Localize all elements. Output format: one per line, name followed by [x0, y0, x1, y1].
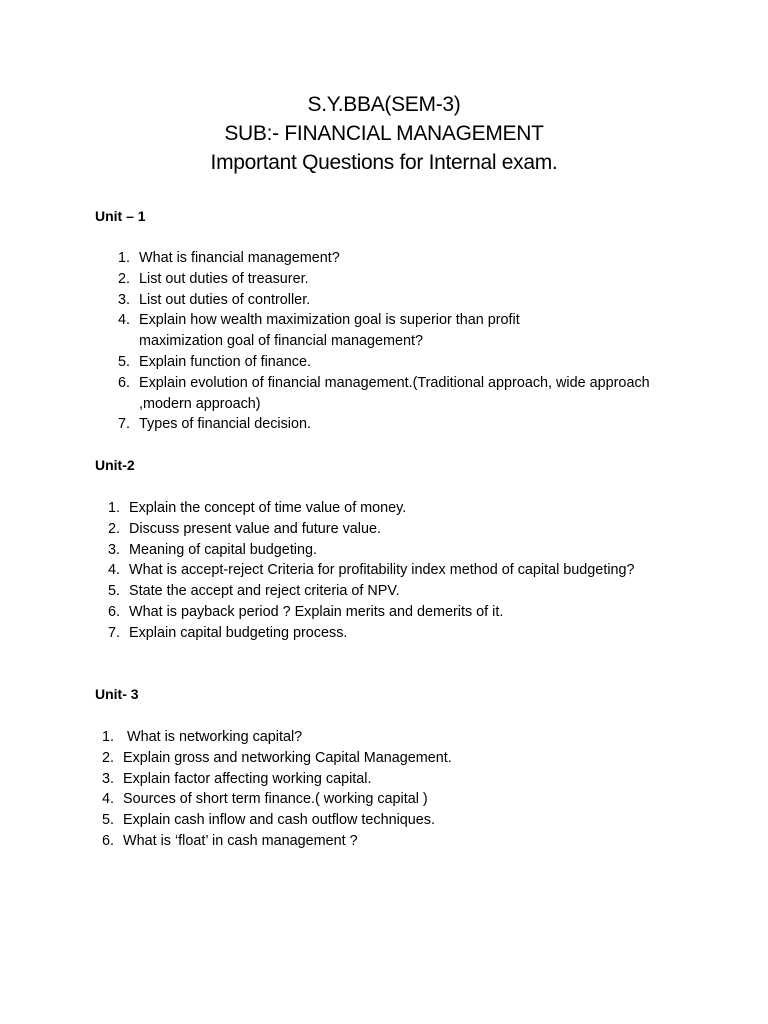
- question-text: What is financial management?: [139, 250, 340, 266]
- list-item: [102, 602, 672, 623]
- list-item: [96, 748, 672, 769]
- unit-1-heading: Unit – 1: [95, 208, 146, 224]
- question-text: Explain function of finance.: [139, 353, 311, 370]
- question-number: 7.: [117, 416, 130, 433]
- question-text: Explain factor affecting working capital.: [123, 770, 372, 787]
- question-text: Types of financial decision.: [139, 416, 311, 433]
- unit-2-heading: Unit-2: [95, 457, 135, 473]
- question-text: What is ‘float’ in cash management ?: [123, 832, 358, 849]
- list-item: [102, 581, 672, 602]
- question-text: Explain cash inflow and cash outflow techniques.: [123, 812, 435, 829]
- subject-title: SUB:- FINANCIAL MANAGEMENT: [224, 122, 544, 145]
- question-text: Sources of short term finance.( working capital ): [123, 791, 428, 808]
- question-number: 1.: [101, 729, 114, 745]
- unit-3-heading: Unit- 3: [95, 686, 139, 702]
- question-text: Discuss present value and future value.: [129, 520, 381, 537]
- unit-2-question-list: [102, 498, 672, 644]
- question-text: State the accept and reject criteria of NPV.: [129, 583, 400, 600]
- question-text: Explain evolution of financial management.(Traditional approach, wide approach ,modern approach): [139, 374, 650, 412]
- list-item: [112, 310, 672, 352]
- list-item: [112, 414, 672, 435]
- question-number: 1.: [117, 250, 130, 266]
- question-text: What is accept-reject Criteria for profitability index method of capital budgeting?: [129, 562, 635, 579]
- question-number: 3.: [107, 541, 120, 558]
- unit-3-question-list: [96, 727, 672, 852]
- list-item: [102, 498, 672, 519]
- list-item: [96, 810, 672, 831]
- document-title: [0, 90, 768, 177]
- list-item: [112, 248, 672, 269]
- question-text: What is payback period ? Explain merits and demerits of it.: [129, 603, 504, 620]
- question-text: List out duties of treasurer.: [139, 270, 309, 287]
- question-number: 6.: [107, 603, 120, 620]
- list-item: [112, 352, 672, 373]
- question-text: Explain capital budgeting process.: [129, 624, 348, 641]
- question-text: Meaning of capital budgeting.: [129, 541, 318, 558]
- list-item: [112, 290, 672, 311]
- question-number: 6.: [101, 832, 114, 849]
- question-number: 2.: [117, 270, 130, 287]
- question-number: 6.: [117, 374, 130, 391]
- question-text: List out duties of controller.: [139, 291, 311, 308]
- question-number: 5.: [117, 353, 130, 370]
- exam-title: Important Questions for Internal exam.: [210, 151, 558, 174]
- list-item: [96, 831, 672, 852]
- list-item: [112, 373, 672, 415]
- question-number: 4.: [107, 562, 120, 579]
- list-item: [112, 269, 672, 290]
- question-number: 5.: [101, 812, 114, 829]
- question-number: 2.: [107, 520, 120, 537]
- list-item: [102, 623, 672, 644]
- list-item: [96, 769, 672, 790]
- question-number: 2.: [101, 749, 114, 766]
- unit-1-question-list: [112, 248, 672, 435]
- list-item: [102, 560, 672, 581]
- question-number: 1.: [107, 500, 120, 516]
- class-title: S.Y.BBA(SEM-3): [307, 93, 461, 116]
- question-text: Explain the concept of time value of money.: [129, 500, 407, 516]
- question-number: 5.: [107, 583, 120, 600]
- question-number: 3.: [101, 770, 114, 787]
- list-item: [96, 727, 672, 748]
- question-text: Explain gross and networking Capital Management.: [123, 749, 452, 766]
- question-number: 3.: [117, 291, 130, 308]
- question-text: Explain how wealth maximization goal is superior than profit maximization goal of financial management?: [139, 312, 520, 350]
- question-number: 4.: [117, 312, 130, 329]
- question-number: 7.: [107, 624, 120, 641]
- question-text: What is networking capital?: [123, 729, 303, 745]
- list-item: [102, 540, 672, 561]
- list-item: [102, 519, 672, 540]
- question-number: 4.: [101, 791, 114, 808]
- list-item: [96, 789, 672, 810]
